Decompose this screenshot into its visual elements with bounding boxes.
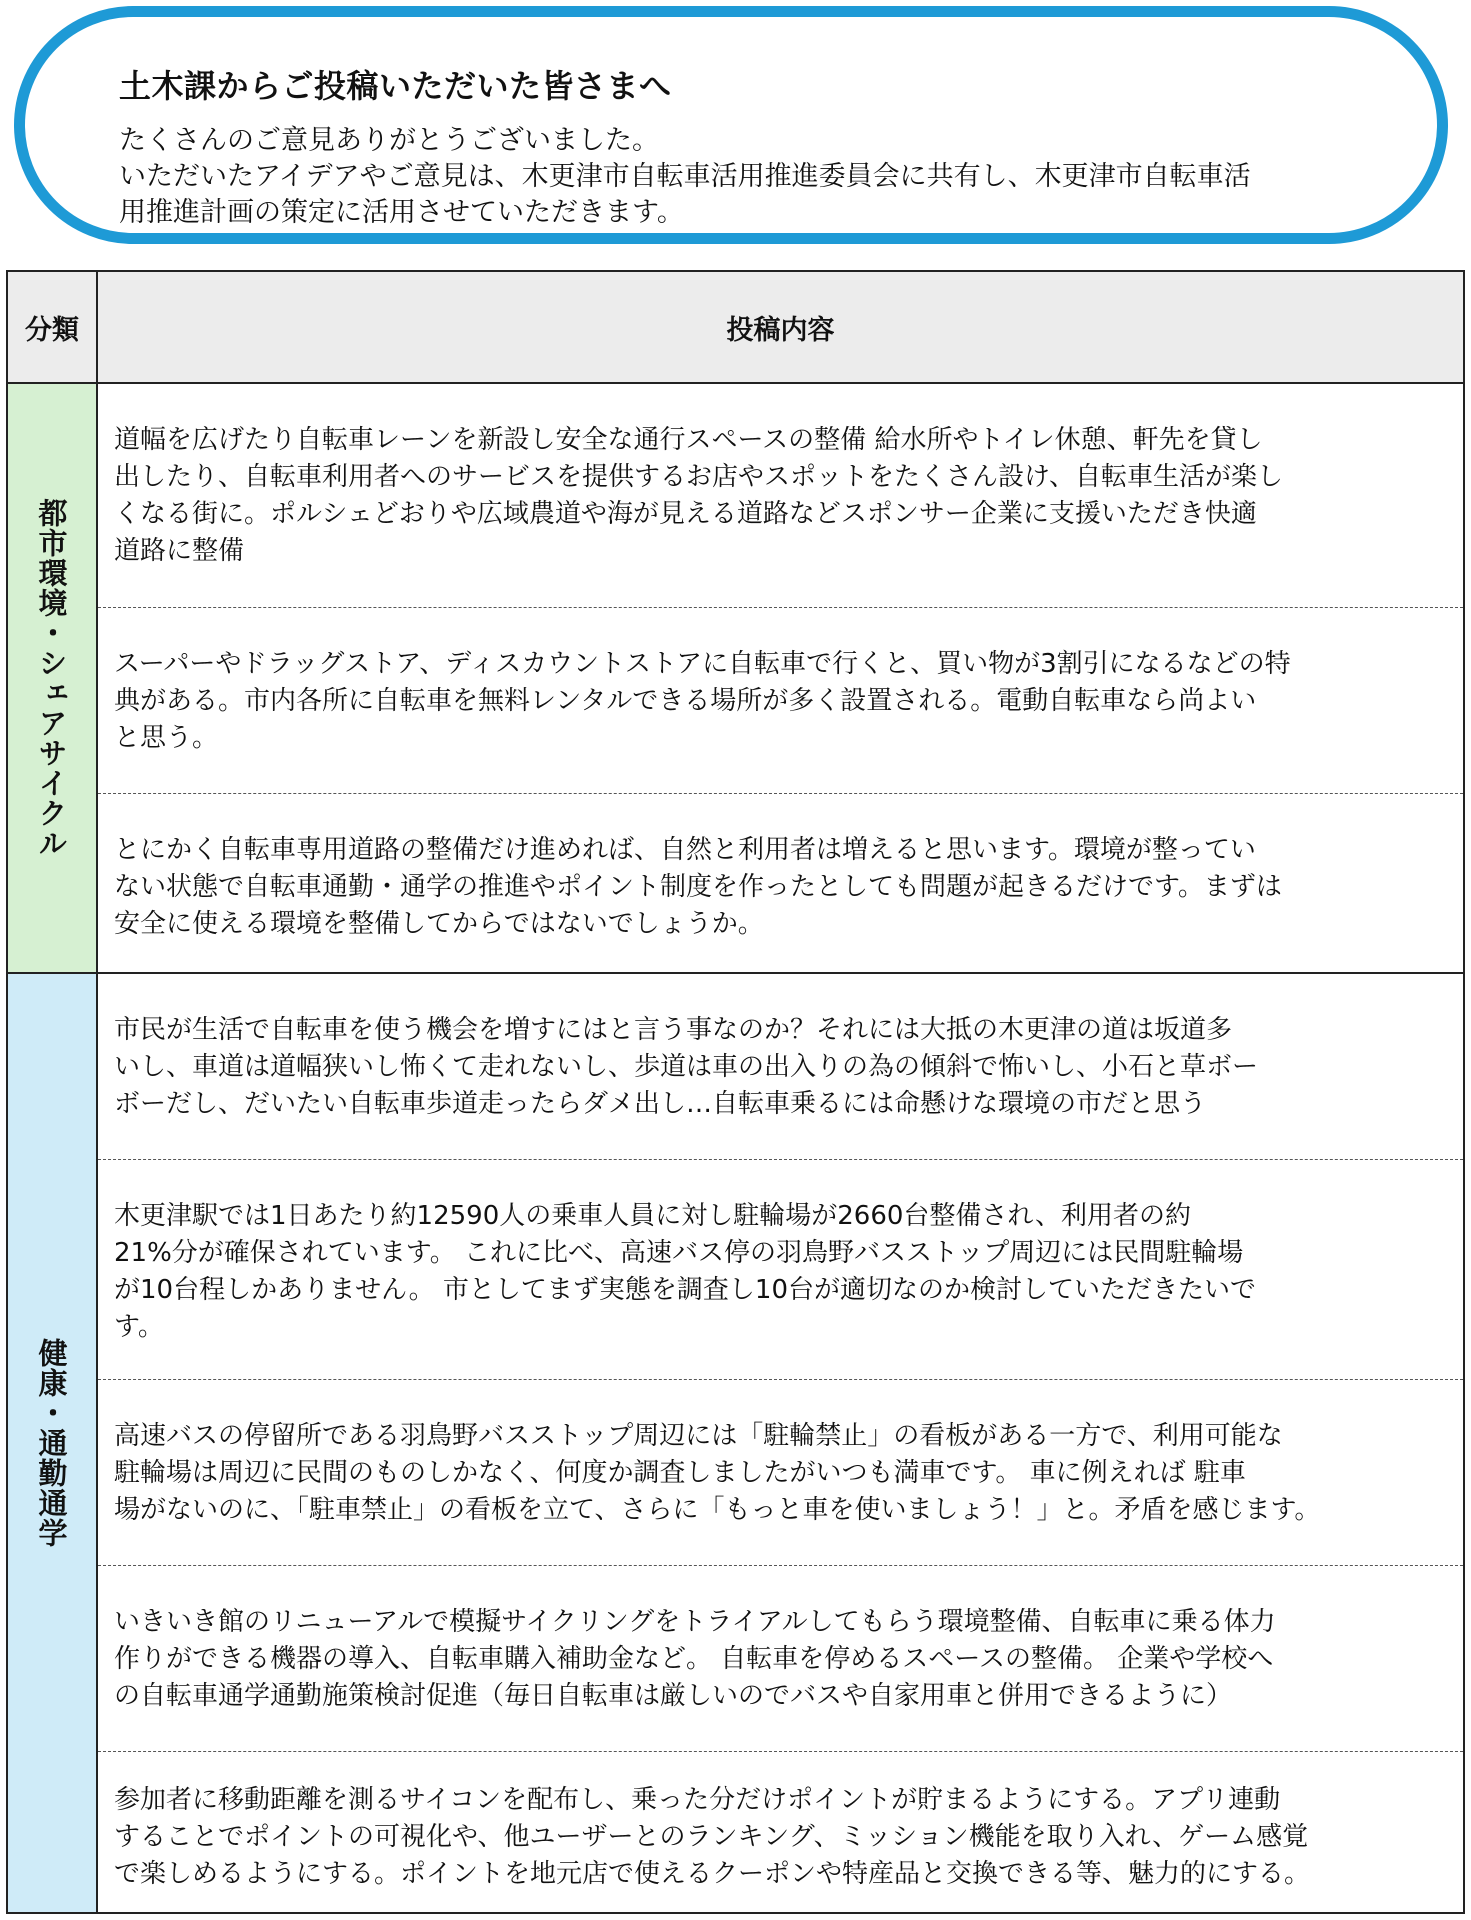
category-label: 都市環境・シェアサイクル xyxy=(34,498,69,858)
category-label: 健康・通勤通学 xyxy=(34,1338,69,1548)
post-item xyxy=(98,1160,1463,1380)
post-line: 木更津駅では1日あたり約12590人の乗車人員に対し駐輪場が2660台整備され、利用者の約 xyxy=(114,1201,1191,1231)
post-line: 参加者に移動距離を測るサイコンを配布し、乗った分だけポイントが貯まるようにする。アプリ連動 xyxy=(114,1785,1281,1815)
posts-table xyxy=(6,270,1465,1914)
post-line: ボーだし、だいたい自転車歩道走ったらダメ出し…自転車乗るには命懸けな環境の市だと思う xyxy=(114,1089,1207,1119)
post-line: 作りができる機器の導入、自転車購入補助金など。 自転車を停めるスペースの整備。 企業や学校へ xyxy=(114,1644,1274,1674)
post-line: ない状態で自転車通勤・通学の推進やポイント制度を作ったとしても問題が起きるだけです。まずは xyxy=(114,872,1282,902)
post-item xyxy=(98,1566,1463,1752)
post-line: 道路に整備 xyxy=(114,536,245,566)
post-item xyxy=(98,608,1463,794)
post-item xyxy=(98,974,1463,1160)
post-item xyxy=(98,1752,1463,1912)
post-line: スーパーやドラッグストア、ディスカウントストアに自転車で行くと、買い物が3割引になるなどの特 xyxy=(114,649,1291,679)
post-line: 場がないのに、「駐車禁止」の看板を立て、さらに「もっと車を使いましょう！」と。矛盾を感じます。 xyxy=(114,1495,1321,1525)
post-item xyxy=(98,1380,1463,1566)
post-line: いし、車道は道幅狭いし怖くて走れないし、歩道は車の出入りの為の傾斜で怖いし、小石と草ボー xyxy=(114,1052,1259,1082)
post-item xyxy=(98,384,1463,608)
post-line: 高速バスの停留所である羽鳥野バスストップ周辺には「駐輪禁止」の看板がある一方で、利用可能な xyxy=(114,1421,1283,1451)
post-line: とにかく自転車専用道路の整備だけ進めれば、自然と利用者は増えると思います。環境が整ってい xyxy=(114,835,1256,865)
post-line: いきいき館のリニューアルで模擬サイクリングをトライアルしてもらう環境整備、自転車に乗る体力 xyxy=(114,1607,1276,1637)
post-line: 駐輪場は周辺に民間のものしかなく、何度か調査しましたがいつも満車です。 車に例えれば 駐車 xyxy=(114,1458,1246,1488)
post-line: 安全に使える環境を整備してからではないでしょうか。 xyxy=(114,909,764,939)
notice-title: 土木課からご投稿いただいた皆さまへ xyxy=(119,67,672,105)
post-line: 市民が生活で自転車を使う機会を増すにはと言う事なのか？それには大抵の木更津の道は坂道多 xyxy=(114,1015,1233,1045)
post-line: くなる街に。ポルシェどおりや広域農道や海が見える道路などスポンサー企業に支援いただき快適 xyxy=(114,499,1257,529)
post-line: 21%分が確保されています。 これに比べ、高速バス停の羽鳥野バスストップ周辺には民間駐輪場 xyxy=(114,1238,1244,1268)
category-urban-environment xyxy=(8,384,98,974)
post-item xyxy=(98,794,1463,974)
post-line: す。 xyxy=(114,1312,164,1342)
post-line: が10台程しかありません。 市としてまず実態を調査し10台が適切なのか検討していただきたいで xyxy=(114,1275,1256,1305)
post-line: 典がある。市内各所に自転車を無料レンタルできる場所が多く設置される。電動自転車なら尚よい xyxy=(114,686,1257,716)
post-line: することでポイントの可視化や、他ユーザーとのランキング、ミッション機能を取り入れ、ゲーム感覚 xyxy=(114,1822,1309,1852)
post-line: で楽しめるようにする。ポイントを地元店で使えるクーポンや特産品と交換できる等、魅力的にする。 xyxy=(114,1859,1311,1889)
notice-line: いただいたアイデアやご意見は、木更津市自転車活用推進委員会に共有し、木更津市自転車活 xyxy=(119,161,1251,192)
notice-line: 用推進計画の策定に活用させていただきます。 xyxy=(119,197,684,228)
notice-line: たくさんのご意見ありがとうございました。 xyxy=(119,125,659,156)
header-content: 投稿内容 xyxy=(98,272,1463,384)
post-line: 道幅を広げたり自転車レーンを新設し安全な通行スペースの整備 給水所やトイレ休憩、軒先を貸し xyxy=(114,425,1263,455)
category-health-commute xyxy=(8,974,98,1912)
header-category: 分類 xyxy=(8,272,98,384)
post-line: 出したり、自転車利用者へのサービスを提供するお店やスポットをたくさん設け、自転車生活が楽し xyxy=(114,462,1283,492)
post-line: の自転車通学通勤施策検討促進（毎日自転車は厳しいのでバスや自家用車と併用できるように） xyxy=(114,1681,1233,1711)
notice-box xyxy=(14,6,1448,244)
post-line: と思う。 xyxy=(114,723,219,753)
notice-message xyxy=(119,123,1251,231)
